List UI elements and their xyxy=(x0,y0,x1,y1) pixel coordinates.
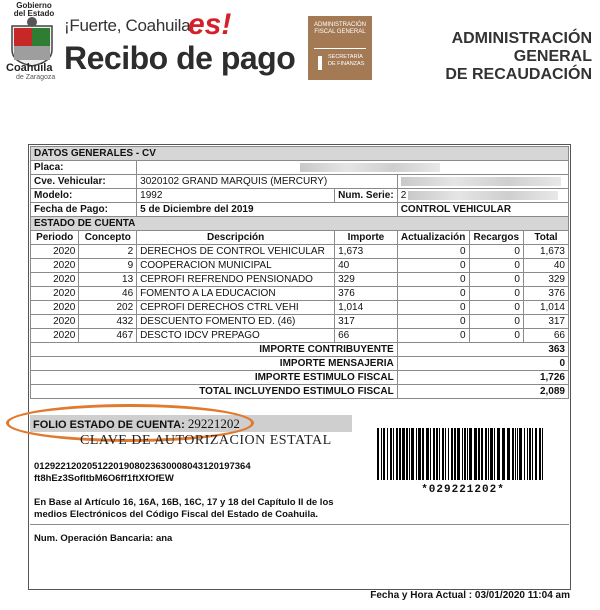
barcode-bar xyxy=(529,428,531,480)
importe-estimulo-value: 1,726 xyxy=(397,371,568,385)
column-headers xyxy=(31,231,569,245)
col-periodo: Periodo xyxy=(31,231,79,245)
barcode-bar xyxy=(390,428,392,480)
cell-actualizacion: 0 xyxy=(397,315,469,329)
cell-periodo: 2020 xyxy=(31,273,79,287)
barcode-bar xyxy=(519,428,522,480)
barcode-bar xyxy=(411,428,414,480)
cell-periodo: 2020 xyxy=(31,259,79,273)
barcode-bar xyxy=(457,428,460,480)
barcode-bar xyxy=(442,428,444,480)
estado-cuenta-header: ESTADO DE CUENTA xyxy=(31,217,569,231)
barcode-bar xyxy=(542,428,543,480)
cell-actualizacion: 0 xyxy=(397,273,469,287)
barcode-bar xyxy=(494,428,495,480)
cell-recargos: 0 xyxy=(469,273,523,287)
barcode-bar xyxy=(436,428,438,480)
cell-recargos: 0 xyxy=(469,245,523,259)
barcode-bar xyxy=(451,428,453,480)
legal-base-text: En Base al Artículo 16, 16A, 16B, 16C, 17 y 18 del Capítulo II de los medios Electrónicos del Código Fiscal del Estado de Coahuila. xyxy=(34,497,334,520)
gobierno-label: Gobierno del Estado xyxy=(13,1,55,18)
barcode-bar xyxy=(488,428,489,480)
col-actualizacion: Actualización xyxy=(397,231,469,245)
cell-descripcion: DESCUENTO FOMENTO ED. (46) xyxy=(137,315,335,329)
cell-total: 66 xyxy=(523,329,568,343)
serie-value: 2 xyxy=(397,189,568,203)
placa-label: Placa: xyxy=(31,161,137,175)
section-divider xyxy=(30,524,569,525)
folio-value: 29221202 xyxy=(187,416,240,431)
barcode-bar xyxy=(467,428,468,480)
barcode-bar xyxy=(430,428,431,480)
placa-value-redacted xyxy=(137,161,569,175)
barcode-bar xyxy=(387,428,388,480)
authorization-codes xyxy=(34,461,251,485)
badge-divider xyxy=(314,48,366,49)
cve-value: 3020102 GRAND MARQUIS (MERCURY) xyxy=(137,175,398,189)
barcode-bar xyxy=(377,428,379,480)
fecha-row xyxy=(31,203,569,217)
barcode-bar xyxy=(527,428,528,480)
col-recargos: Recargos xyxy=(469,231,523,245)
datos-generales-header: DATOS GENERALES - CV xyxy=(31,147,569,161)
cell-recargos: 0 xyxy=(469,329,523,343)
cell-periodo: 2020 xyxy=(31,245,79,259)
cell-descripcion: COOPERACION MUNICIPAL xyxy=(137,259,335,273)
cell-actualizacion: 0 xyxy=(397,259,469,273)
barcode-box xyxy=(365,420,561,520)
agency-title xyxy=(380,30,592,84)
barcode-bar xyxy=(418,428,421,480)
table-row xyxy=(31,245,569,259)
modelo-value: 1992 xyxy=(137,189,335,203)
modelo-label: Modelo: xyxy=(31,189,137,203)
cell-concepto: 2 xyxy=(79,245,137,259)
operacion-bancaria: Num. Operación Bancaria: ana xyxy=(34,533,173,544)
col-concepto: Concepto xyxy=(79,231,137,245)
cell-recargos: 0 xyxy=(469,315,523,329)
barcode-bar xyxy=(535,428,537,480)
barcode-bar xyxy=(399,428,401,480)
cell-total: 329 xyxy=(523,273,568,287)
badge-top-text: ADMINISTRACIÓN FISCAL GENERAL xyxy=(313,22,366,35)
page-header xyxy=(0,0,600,90)
col-importe: Importe xyxy=(335,231,398,245)
barcode-bar xyxy=(426,428,429,480)
importe-mensajeria-value: 0 xyxy=(397,357,568,371)
fecha-label: Fecha de Pago: xyxy=(31,203,137,217)
cell-importe: 40 xyxy=(335,259,398,273)
badge-bottom-text: SECRETARÍA DE FINANZAS xyxy=(328,54,365,67)
cell-concepto: 202 xyxy=(79,301,137,315)
cell-total: 40 xyxy=(523,259,568,273)
barcode-bar xyxy=(532,428,533,480)
barcode-bar xyxy=(502,428,505,480)
state-subtitle: de Zaragoza xyxy=(16,74,56,81)
cell-importe: 1,014 xyxy=(335,301,398,315)
total-incluyendo-value: 2,089 xyxy=(397,385,568,399)
cell-descripcion: CEPROFI REFRENDO PENSIONADO xyxy=(137,273,335,287)
total-row xyxy=(31,357,569,371)
barcode-bar xyxy=(474,428,477,480)
barcode-bar xyxy=(497,428,500,480)
barcode-bar xyxy=(524,428,525,480)
total-row xyxy=(31,385,569,399)
placa-row xyxy=(31,161,569,175)
barcode-bar xyxy=(507,428,510,480)
auth-code-1: 01292212020512201908023630008043120197364 xyxy=(34,461,251,472)
barcode-bar xyxy=(478,428,480,480)
table-row xyxy=(31,301,569,315)
cve-row xyxy=(31,175,569,189)
badge-bar-icon xyxy=(318,56,322,70)
total-row xyxy=(31,343,569,357)
cell-descripcion: DESCTO IDCV PREPAGO xyxy=(137,329,335,343)
cell-descripcion: FOMENTO A LA EDUCACION xyxy=(137,287,335,301)
folio-label: FOLIO ESTADO DE CUENTA: xyxy=(33,419,185,431)
barcode-bar xyxy=(393,428,394,480)
fecha-hora-actual: Fecha y Hora Actual : 03/01/2020 11:04 am xyxy=(370,590,570,601)
barcode-bar xyxy=(433,428,435,480)
agf-badge-logo xyxy=(308,16,372,80)
total-row xyxy=(31,371,569,385)
barcode-bar xyxy=(445,428,446,480)
table-row xyxy=(31,273,569,287)
slogan-text: ¡Fuerte, Coahuila xyxy=(64,16,191,35)
barcode-bar xyxy=(539,428,541,480)
barcode-bar xyxy=(439,428,440,480)
barcode-bar xyxy=(416,428,417,480)
barcode-bar xyxy=(515,428,516,480)
cell-total: 317 xyxy=(523,315,568,329)
cell-concepto: 432 xyxy=(79,315,137,329)
barcode-bar xyxy=(406,428,408,480)
importe-mensajeria-label: IMPORTE MENSAJERIA xyxy=(31,357,398,371)
cell-importe: 1,673 xyxy=(335,245,398,259)
cell-importe: 376 xyxy=(335,287,398,301)
cell-descripcion: DERECHOS DE CONTROL VEHICULAR xyxy=(137,245,335,259)
importe-contribuyente-label: IMPORTE CONTRIBUYENTE xyxy=(31,343,398,357)
barcode-bar xyxy=(381,428,382,480)
barcode-bar xyxy=(464,428,466,480)
importe-estimulo-label: IMPORTE ESTIMULO FISCAL xyxy=(31,371,398,385)
barcode-bar xyxy=(422,428,424,480)
agency-line-2: DE RECAUDACIÓN xyxy=(445,66,592,83)
barcode-bar xyxy=(517,428,518,480)
cell-concepto: 9 xyxy=(79,259,137,273)
barcode-bar xyxy=(383,428,385,480)
tipo-value: CONTROL VEHICULAR xyxy=(397,203,568,217)
cell-recargos: 0 xyxy=(469,259,523,273)
table-row xyxy=(31,329,569,343)
barcode-image xyxy=(377,428,547,480)
cell-concepto: 46 xyxy=(79,287,137,301)
receipt-table xyxy=(30,146,569,399)
barcode-text: *029221202* xyxy=(421,484,505,496)
cell-total: 376 xyxy=(523,287,568,301)
cell-importe: 317 xyxy=(335,315,398,329)
cell-periodo: 2020 xyxy=(31,287,79,301)
cell-importe: 329 xyxy=(335,273,398,287)
barcode-bar xyxy=(448,428,449,480)
cell-periodo: 2020 xyxy=(31,329,79,343)
total-incluyendo-label: TOTAL INCLUYENDO ESTIMULO FISCAL xyxy=(31,385,398,399)
cell-recargos: 0 xyxy=(469,301,523,315)
col-descripcion: Descripción xyxy=(137,231,335,245)
cell-concepto: 467 xyxy=(79,329,137,343)
col-total: Total xyxy=(523,231,568,245)
fecha-value: 5 de Diciembre del 2019 xyxy=(137,203,398,217)
page-title: Recibo de pago xyxy=(64,40,296,76)
modelo-row xyxy=(31,189,569,203)
cve-label: Cve. Vehicular: xyxy=(31,175,137,189)
serie-label: Num. Serie: xyxy=(335,189,398,203)
barcode-bar xyxy=(481,428,483,480)
barcode-bar xyxy=(402,428,405,480)
auth-code-2: ft8hEz3SofltbM6O6ff1ftXfOfEW xyxy=(34,473,174,484)
state-name: Coahuila xyxy=(6,62,53,74)
cell-actualizacion: 0 xyxy=(397,329,469,343)
table-row xyxy=(31,259,569,273)
cell-importe: 66 xyxy=(335,329,398,343)
cell-descripcion: CEPROFI DERECHOS CTRL VEHI xyxy=(137,301,335,315)
barcode-bar xyxy=(512,428,514,480)
cell-actualizacion: 0 xyxy=(397,301,469,315)
cell-periodo: 2020 xyxy=(31,315,79,329)
table-row xyxy=(31,315,569,329)
cell-actualizacion: 0 xyxy=(397,245,469,259)
barcode-bar xyxy=(469,428,472,480)
agency-line-1: ADMINISTRACIÓN GENERAL xyxy=(451,30,592,65)
barcode-bar xyxy=(409,428,410,480)
importe-contribuyente-value: 363 xyxy=(397,343,568,357)
clave-autorizacion-title: CLAVE DE AUTORIZACION ESTATAL xyxy=(80,433,332,448)
table-row xyxy=(31,287,569,301)
cell-actualizacion: 0 xyxy=(397,287,469,301)
barcode-bar xyxy=(396,428,398,480)
cell-periodo: 2020 xyxy=(31,301,79,315)
barcode-bar xyxy=(490,428,493,480)
cve-extra-redacted xyxy=(397,175,568,189)
barcode-bar xyxy=(454,428,456,480)
cell-recargos: 0 xyxy=(469,287,523,301)
barcode-bar xyxy=(485,428,487,480)
cell-total: 1,673 xyxy=(523,245,568,259)
cell-total: 1,014 xyxy=(523,301,568,315)
barcode-bar xyxy=(462,428,463,480)
cell-concepto: 13 xyxy=(79,273,137,287)
slogan-es: es! xyxy=(188,8,232,41)
